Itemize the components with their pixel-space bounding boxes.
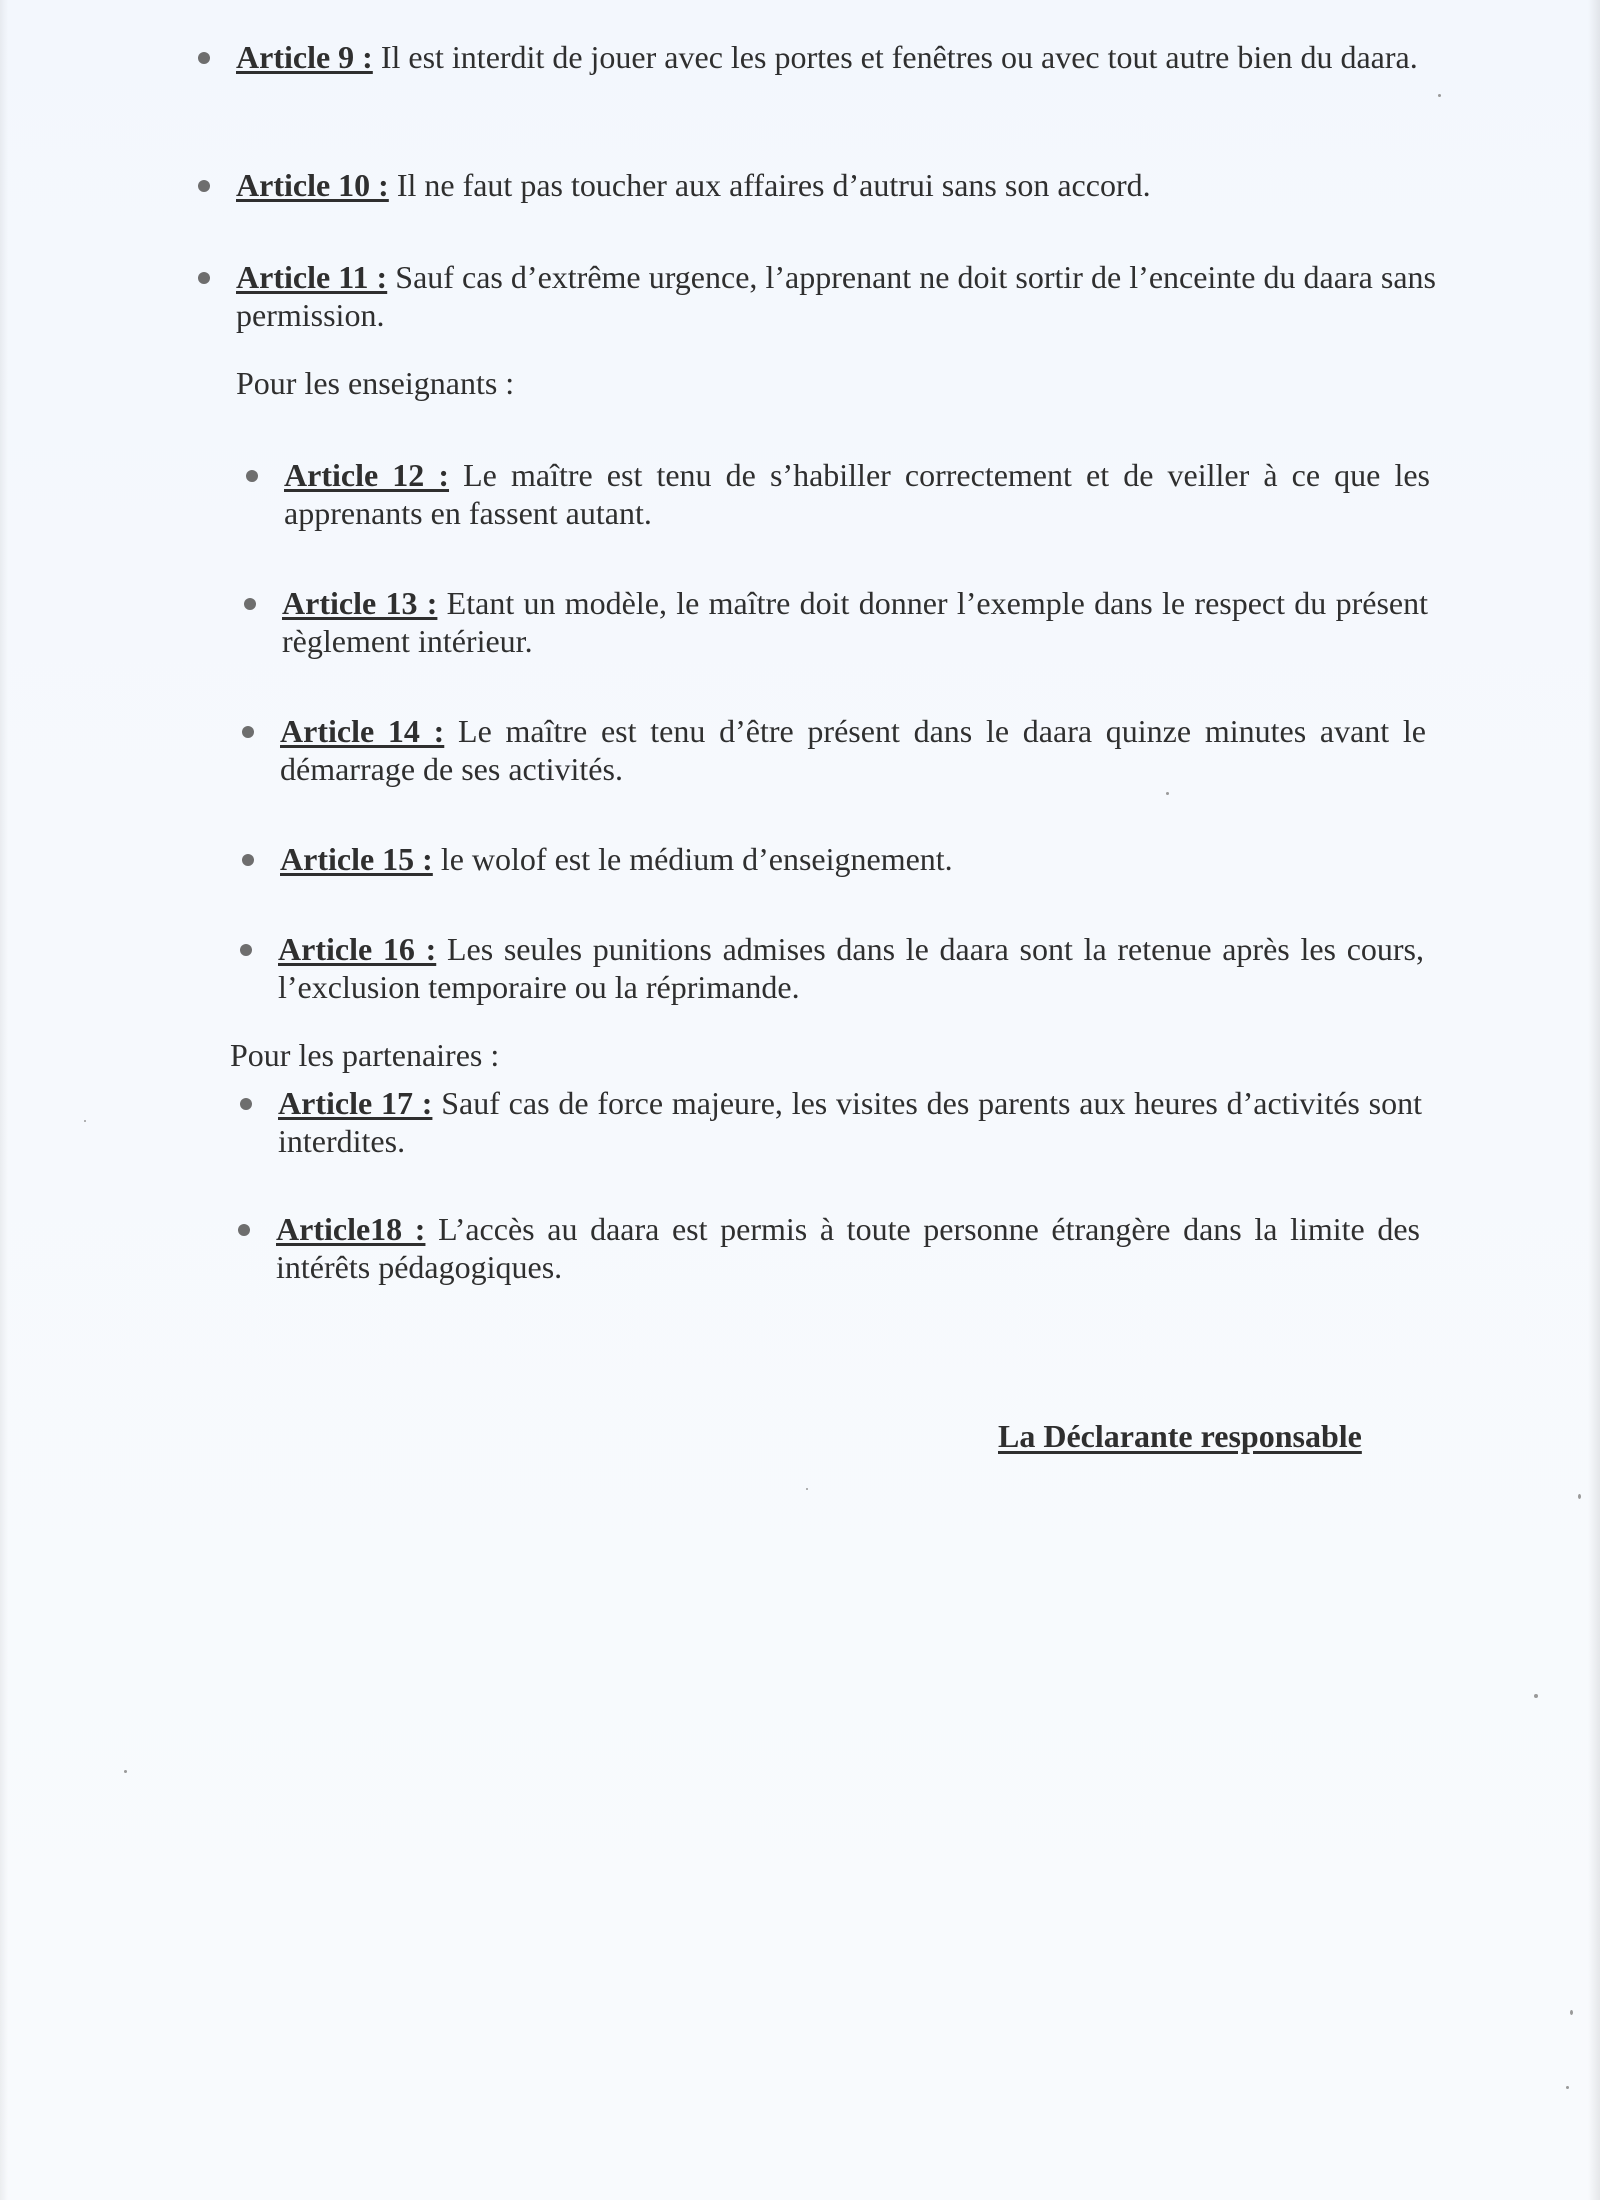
- scan-speck: [806, 1488, 808, 1490]
- article-label: Article 10 :: [236, 167, 389, 203]
- article-text: Sauf cas d’extrême urgence, l’apprenant ne doit sortir de l’enceinte du daara sans permission.: [236, 259, 1437, 333]
- bullet-icon: [242, 854, 254, 866]
- signature-line: La Déclarante responsable: [998, 1418, 1362, 1454]
- article-17: [278, 1084, 1422, 1160]
- scan-speck: [1570, 2010, 1573, 2015]
- article-text: Sauf cas de force majeure, les visites des parents aux heures d’activités sont interdites.: [278, 1085, 1423, 1159]
- article-label: Article 13 :: [282, 585, 438, 621]
- article-text: Il ne faut pas toucher aux affaires d’autrui sans son accord.: [388, 167, 1151, 203]
- article-label: Article 17 :: [278, 1085, 433, 1121]
- article-18: [276, 1210, 1420, 1286]
- article-label: Article 9 :: [236, 39, 373, 75]
- section-heading-teachers: Pour les enseignants :: [236, 365, 515, 401]
- bullet-icon: [198, 272, 210, 284]
- article-12: [284, 456, 1430, 532]
- article-label: Article 14 :: [280, 713, 445, 749]
- bullet-icon: [240, 944, 252, 956]
- scan-speck: [1578, 1494, 1581, 1499]
- article-11: [236, 258, 1436, 334]
- article-16: [278, 930, 1424, 1006]
- article-label: Article 12 :: [284, 457, 450, 493]
- article-9: [236, 38, 1436, 76]
- article-text: L’accès au daara est permis à toute personne étrangère dans la limite des intérêts pédagogiques.: [276, 1211, 1421, 1285]
- scan-speck: [124, 1770, 127, 1773]
- article-label: Article 11 :: [236, 259, 388, 295]
- scan-speck: [1438, 94, 1441, 97]
- article-label: Article18 :: [276, 1211, 426, 1247]
- article-text: Le maître est tenu d’être présent dans le daara quinze minutes avant le démarrage de ses activités.: [280, 713, 1426, 787]
- section-heading-partners: Pour les partenaires :: [230, 1037, 500, 1073]
- bullet-icon: [238, 1224, 250, 1236]
- bullet-icon: [198, 52, 210, 64]
- article-text: Il est interdit de jouer avec les portes et fenêtres ou avec tout autre bien du daara.: [372, 39, 1418, 75]
- scan-speck: [1166, 792, 1169, 795]
- scan-speck: [1566, 2086, 1569, 2089]
- article-10: [236, 166, 1436, 204]
- scan-edge-left: [0, 0, 8, 2200]
- article-text: Les seules punitions admises dans le daara sont la retenue après les cours, l’exclusion temporaire ou la réprimande.: [278, 931, 1425, 1005]
- article-text: Le maître est tenu de s’habiller correctement et de veiller à ce que les apprenants en fassent autant.: [284, 457, 1430, 531]
- bullet-icon: [240, 1098, 252, 1110]
- bullet-icon: [198, 180, 210, 192]
- article-text: le wolof est le médium d’enseignement.: [432, 841, 953, 877]
- article-label: Article 15 :: [280, 841, 433, 877]
- article-14: [280, 712, 1426, 788]
- article-text: Etant un modèle, le maître doit donner l’exemple dans le respect du présent règlement intérieur.: [282, 585, 1429, 659]
- scan-speck: [1534, 1694, 1538, 1698]
- article-label: Article 16 :: [278, 931, 437, 967]
- article-15: [280, 840, 1426, 878]
- bullet-icon: [246, 470, 258, 482]
- article-13: [282, 584, 1428, 660]
- scan-speck: [84, 1120, 86, 1122]
- scan-edge-right: [1588, 0, 1600, 2200]
- bullet-icon: [244, 598, 256, 610]
- bullet-icon: [242, 726, 254, 738]
